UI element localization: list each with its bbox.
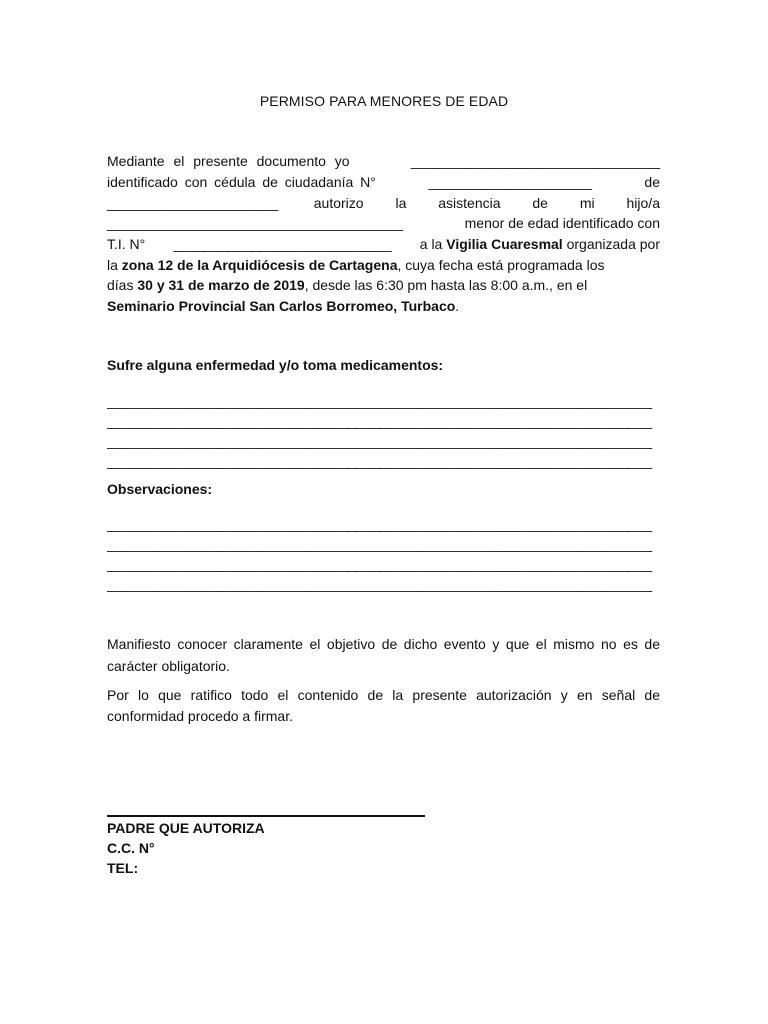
intro-text: , desde las 6:30 pm hasta las 8:00 a.m., en el <box>304 277 588 293</box>
illness-heading: Sufre alguna enfermedad y/o toma medicamentos: <box>107 357 444 373</box>
city-blank: ______________________ <box>107 195 279 211</box>
intro-line-8 <box>107 296 660 317</box>
event-location: Seminario Provincial San Carlos Borromeo, Turbaco <box>107 298 456 314</box>
intro-text: identificado con cédula de ciudadanía N° <box>107 174 376 190</box>
intro-line-3 <box>107 193 660 214</box>
intro-text: organizada por <box>566 236 660 252</box>
signature-cc: C.C. N° <box>107 840 155 856</box>
intro-text: Mediante el presente documento yo <box>107 153 350 169</box>
intro-text: de <box>644 174 660 190</box>
intro-text: días <box>107 277 134 293</box>
ratify-paragraph: Por lo que ratifico todo el contenido de la presente autorización y en señal de conformidad procedo a firmar. <box>107 687 660 724</box>
signature-tel: TEL: <box>107 860 139 876</box>
id-number-blank: _____________________ <box>428 174 592 190</box>
child-name-blank: ______________________________________ <box>107 215 403 231</box>
illness-blank-line: ______________________________________________________________________ <box>107 453 653 469</box>
name-blank: ________________________________ <box>410 153 660 169</box>
intro-text-group <box>420 234 660 255</box>
document-title: PERMISO PARA MENORES DE EDAD <box>259 93 509 109</box>
intro-text: , cuya fecha está programada los <box>397 257 605 273</box>
intro-text: . <box>455 298 460 314</box>
intro-line-1 <box>107 151 660 172</box>
event-dates: 30 y 31 de marzo de 2019 <box>137 277 305 293</box>
intro-text: a la <box>419 236 443 252</box>
intro-line-7 <box>107 275 660 296</box>
intro-text: T.I. N° <box>107 236 146 252</box>
intro-line-6 <box>107 255 660 276</box>
observations-blank-line: ______________________________________________________________________ <box>107 556 653 572</box>
observations-heading: Observaciones: <box>107 481 213 497</box>
intro-text: autorizo la asistencia de mi hijo/a <box>313 195 660 211</box>
intro-text: menor de edad identificado con <box>464 215 660 231</box>
ti-number-blank: ____________________________ <box>173 236 392 252</box>
intro-line-4 <box>107 213 660 234</box>
intro-line-2 <box>107 172 660 193</box>
event-name: Vigilia Cuaresmal <box>446 236 563 252</box>
signature-label: PADRE QUE AUTORIZA <box>107 820 265 836</box>
organizer-name: zona 12 de la Arquidiócesis de Cartagena <box>121 257 398 273</box>
intro-text: la <box>107 257 118 273</box>
observations-blank-line: ______________________________________________________________________ <box>107 536 653 552</box>
illness-blank-line: ______________________________________________________________________ <box>107 433 653 449</box>
intro-line-5 <box>107 234 660 255</box>
signature-line <box>107 801 425 817</box>
illness-blank-line: ______________________________________________________________________ <box>107 393 653 409</box>
manifest-paragraph: Manifiesto conocer claramente el objetivo de dicho evento y que el mismo no es de carácter obligatorio. <box>107 636 660 674</box>
illness-blank-line: ______________________________________________________________________ <box>107 413 653 429</box>
observations-blank-line: ______________________________________________________________________ <box>107 516 653 532</box>
observations-blank-line: ______________________________________________________________________ <box>107 576 653 592</box>
